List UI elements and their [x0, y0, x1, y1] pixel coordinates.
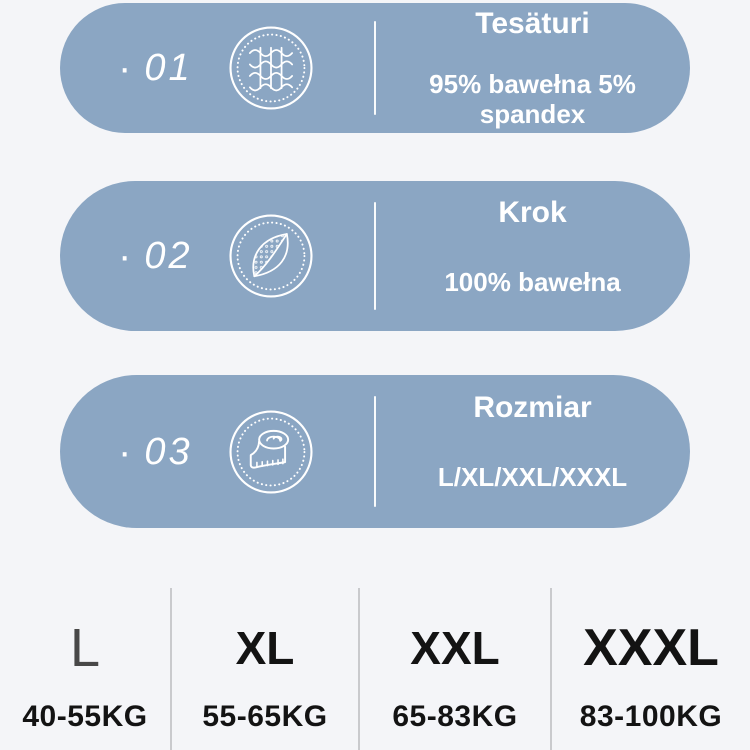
feature-number-3 [118, 429, 193, 474]
size-column-xxxl [550, 588, 750, 750]
bullet-dot: · [118, 46, 132, 90]
feature-banner-fabric [60, 3, 690, 133]
feature-value: L/XL/XXL/XXXL [437, 462, 628, 492]
feature-number-1 [118, 48, 193, 88]
feature-title: Tesäturi [475, 7, 590, 40]
feature-banner-size [60, 375, 690, 528]
feature-index: 01 [144, 47, 193, 89]
feature-text-2 [375, 181, 690, 331]
weight-range: 40-55KG [22, 700, 148, 733]
weight-range: 55-65KG [202, 700, 328, 733]
feature-text-3 [375, 375, 690, 528]
feature-index: 02 [144, 235, 193, 277]
bullet-dot: · [118, 234, 132, 278]
size-column-xl [170, 588, 358, 750]
size-name: XXL [410, 622, 500, 674]
feature-title: Rozmiar [473, 391, 592, 424]
size-name: L [69, 618, 101, 678]
bullet-dot: · [118, 429, 132, 474]
size-column-xxl [358, 588, 550, 750]
feature-value: 100% bawełna [444, 266, 621, 297]
feature-index: 03 [144, 430, 193, 473]
weight-range: 65-83KG [392, 700, 518, 733]
measuring-tape-icon [227, 405, 315, 498]
size-name: XXXL [583, 619, 719, 677]
feature-text-1 [375, 3, 690, 133]
weight-range: 83-100KG [579, 700, 723, 733]
feature-title: Krok [498, 195, 567, 229]
feature-value: 95% bawełna 5% spandex [429, 69, 636, 129]
size-weight-table [0, 588, 750, 750]
leaf-icon [227, 210, 315, 303]
feature-banner-crotch [60, 181, 690, 331]
fabric-weave-icon [227, 22, 315, 115]
feature-number-2 [118, 236, 193, 276]
size-name: XL [235, 622, 295, 674]
size-column-l [0, 588, 170, 750]
